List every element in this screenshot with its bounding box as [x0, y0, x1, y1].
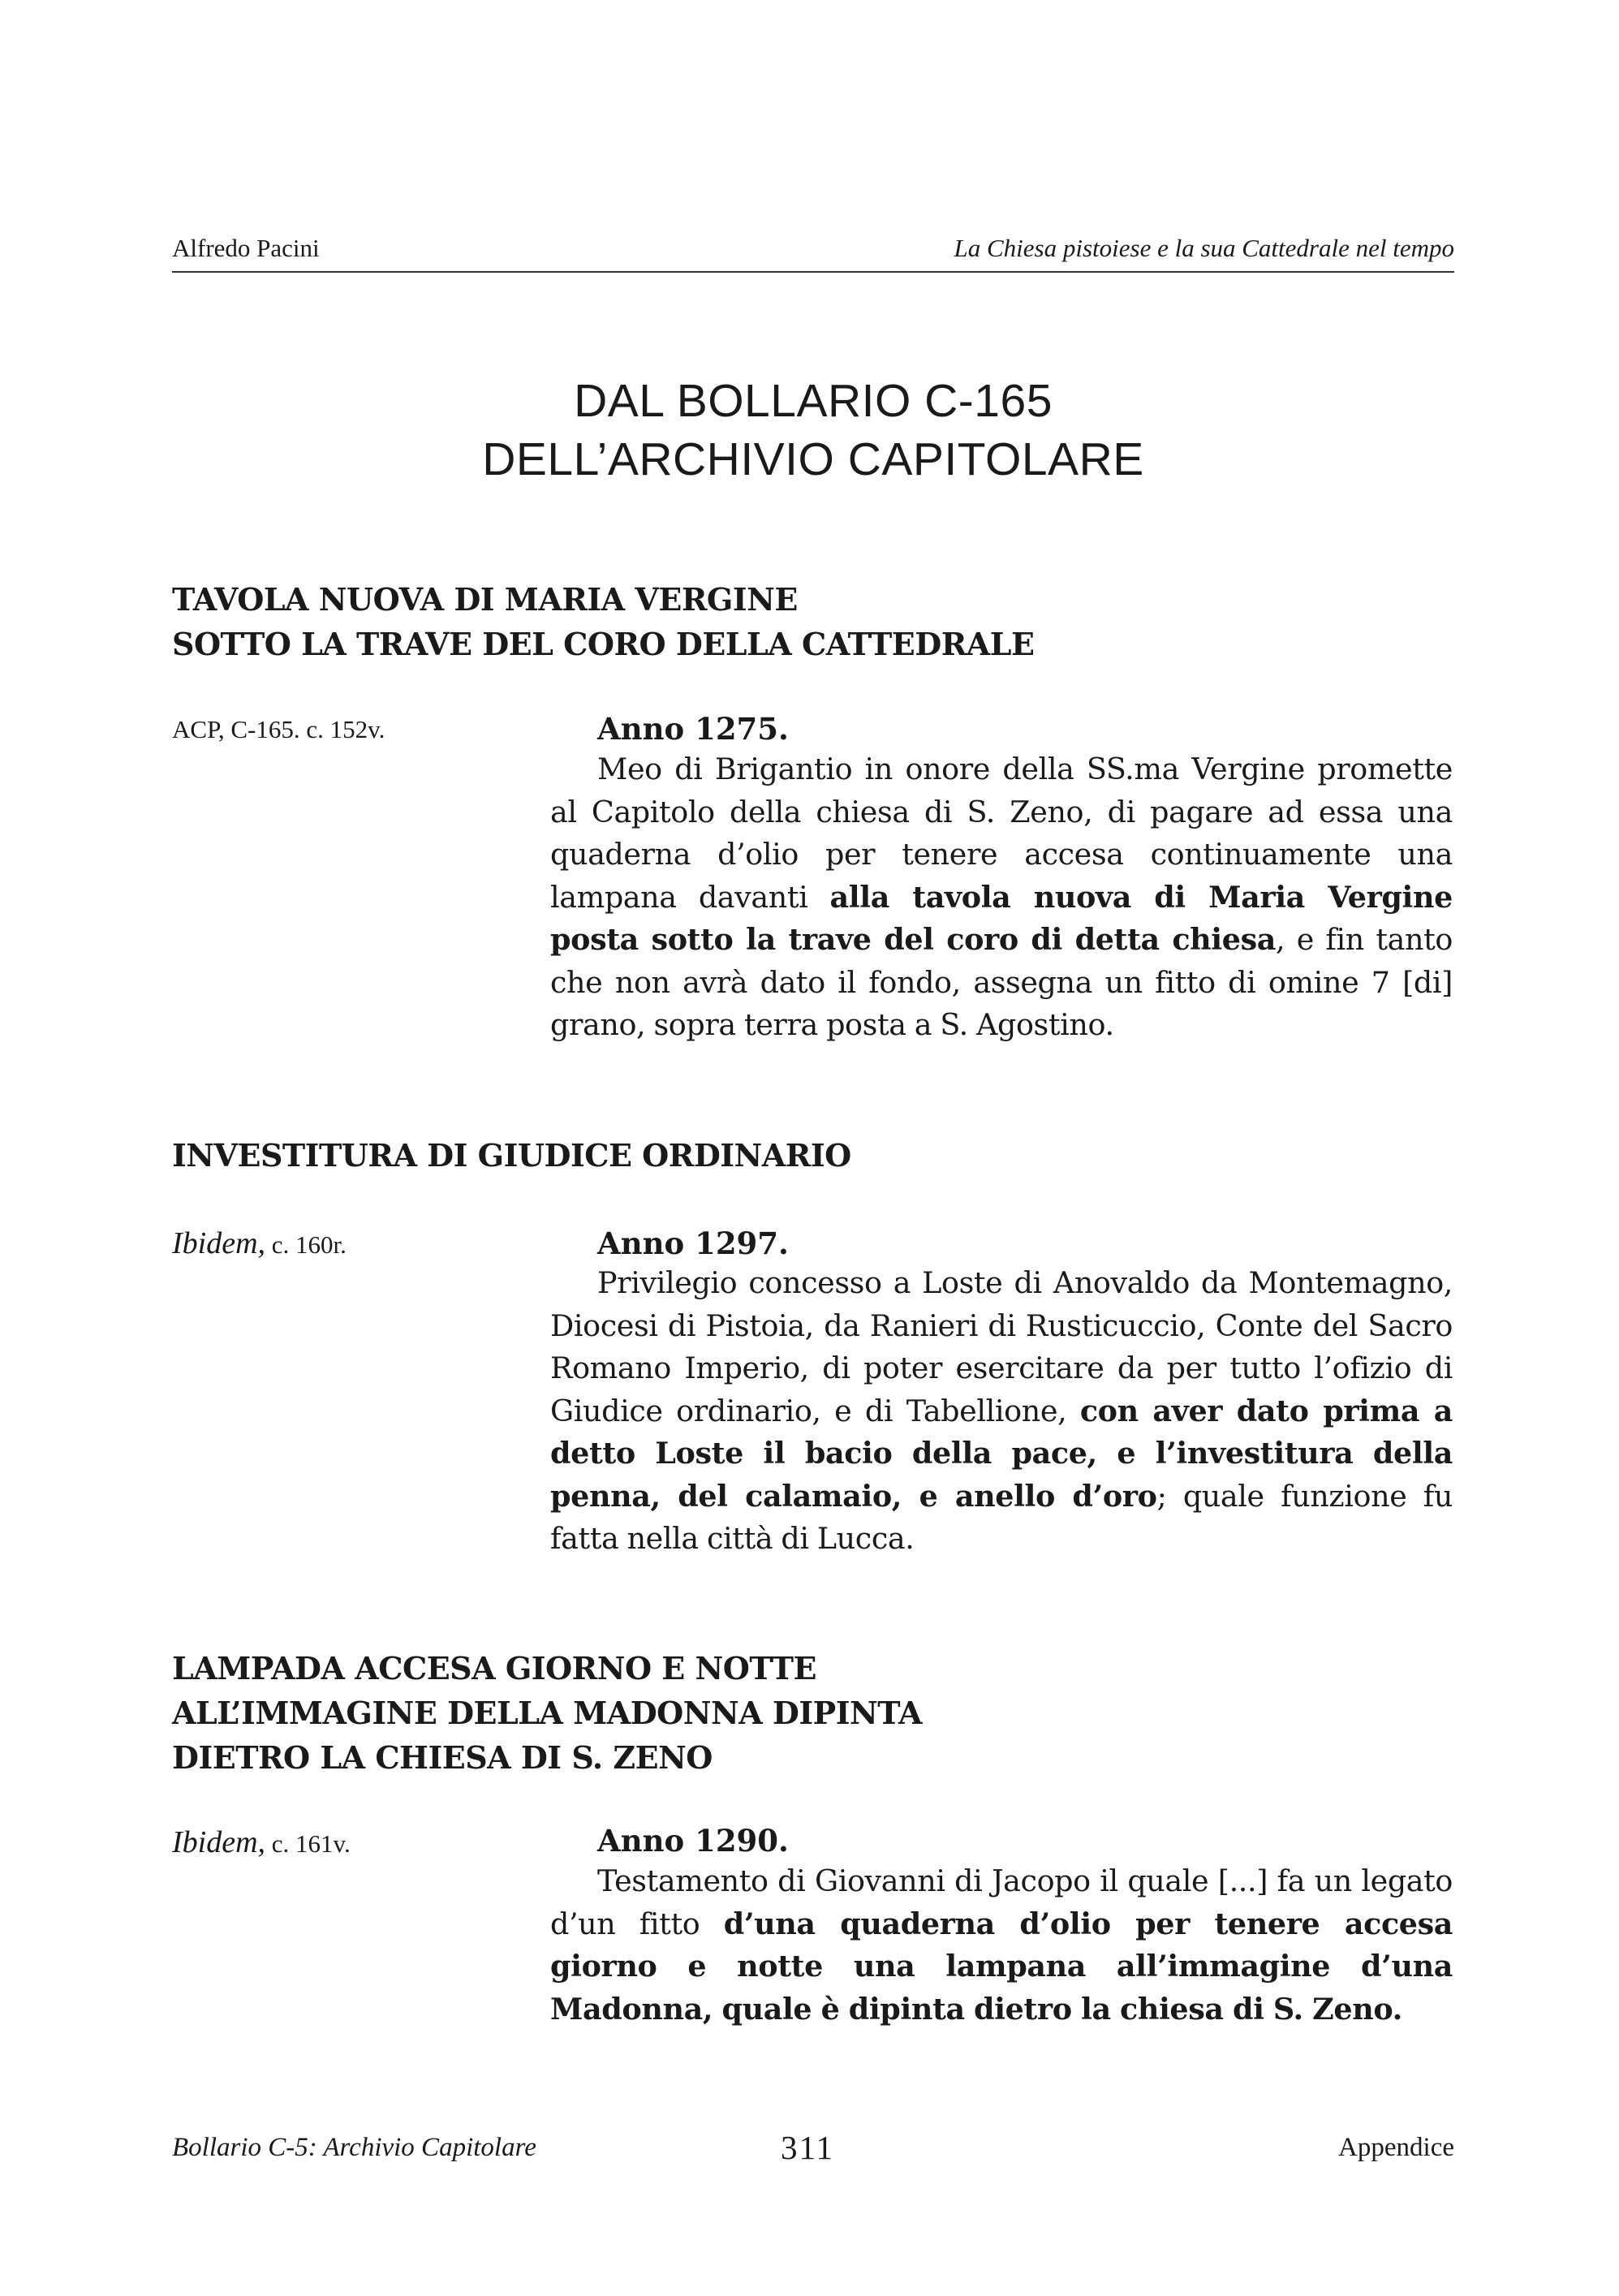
page-number: 311 — [781, 2129, 834, 2166]
page-footer — [172, 2128, 1454, 2169]
section-2-reference-rest: c. 160r. — [265, 1230, 347, 1259]
section-1-reference — [172, 714, 385, 745]
header-book-title: La Chiesa pistoiese e la sua Cattedrale nel tempo — [954, 234, 1454, 262]
section-3-reference-rest: c. 161v. — [265, 1829, 351, 1858]
section-2-text-part-3: ; quale funzione fu fatta nella città di Lucca. — [550, 1478, 1453, 1556]
section-1-text-part-3: , e fin tanto che non avrà dato il fondo, assegna un fitto di omine 7 [di] grano, sopra terra posta a S. Agostino. — [550, 922, 1453, 1042]
section-1-heading-line-1: TAVOLA NUOVA DI MARIA VERGINE — [172, 581, 798, 618]
section-2-reference — [172, 1226, 347, 1261]
page-title-line-1: DAL BOLLARIO C-165 — [574, 375, 1053, 427]
section-3-text-part-1: Testamento di Giovanni di Jacopo il quale [...] fa un legato d’un fitto — [550, 1863, 1453, 1941]
page-title-line-2: DELL’ARCHIVIO CAPITOLARE — [482, 433, 1144, 485]
section-1-reference-text: ACP, C-165. c. 152v. — [172, 715, 385, 743]
section-1-heading — [172, 577, 1454, 666]
page-title — [172, 372, 1454, 489]
running-header — [172, 234, 1454, 269]
section-2-year: Anno 1297. — [597, 1226, 789, 1261]
section-1-text-bold: alla tavola nuova di Maria Vergine posta sotto la trave del coro di detta chiesa — [550, 879, 1453, 957]
section-2-heading-line-1: INVESTITURA DI GIUDICE ORDINARIO — [172, 1137, 851, 1174]
section-3-heading — [172, 1646, 1454, 1780]
section-3-text — [550, 1860, 1453, 2031]
header-author: Alfredo Pacini — [172, 234, 320, 262]
footer-appendix: Appendice — [1338, 2133, 1454, 2162]
section-2-text-part-1: Privilegio concesso a Loste di Anovaldo da Montemagno, Diocesi di Pistoia, da Ranieri di Rusticuccio, Conte del Sacro Romano Imperio, di poter esercitare da per tutto l’ofizio di Giudice ordinario, e di Tabellione, — [550, 1265, 1453, 1428]
footer-source: Bollario C-5: Archivio Capitolare — [172, 2133, 536, 2162]
header-rule — [172, 271, 1454, 273]
section-1-text — [550, 748, 1453, 1047]
section-3-heading-line-1: LAMPADA ACCESA GIORNO E NOTTE — [172, 1650, 816, 1686]
section-2-text — [550, 1262, 1453, 1561]
section-3-heading-line-2: ALL’IMMAGINE DELLA MADONNA DIPINTA — [172, 1695, 922, 1731]
section-2-heading — [172, 1133, 1454, 1178]
section-3-heading-line-3: DIETRO LA CHIESA DI S. ZENO — [172, 1739, 713, 1776]
section-1-year: Anno 1275. — [597, 711, 789, 747]
section-2-reference-italic: Ibidem, — [172, 1226, 266, 1260]
section-1-text-part-1: Meo di Brigantio in onore della SS.ma Vergine promette al Capitolo della chiesa di S. Zeno, di pagare ad essa una quaderna d’olio per tenere accesa continuamente una lampana davanti — [550, 752, 1453, 915]
section-1-heading-line-2: SOTTO LA TRAVE DEL CORO DELLA CATTEDRALE — [172, 626, 1035, 662]
section-3-year: Anno 1290. — [597, 1823, 789, 1859]
section-2-text-bold: con aver dato prima a detto Loste il bacio della pace, e l’investitura della penna, del calamaio, e anello d’oro — [550, 1393, 1453, 1514]
section-3-text-bold: d’una quaderna d’olio per tenere accesa giorno e notte una lampana all’immagine d’una Madonna, quale è dipinta dietro la chiesa di S. Zeno. — [550, 1906, 1453, 2027]
section-3-reference-italic: Ibidem, — [172, 1825, 266, 1859]
section-3-reference — [172, 1824, 351, 1860]
